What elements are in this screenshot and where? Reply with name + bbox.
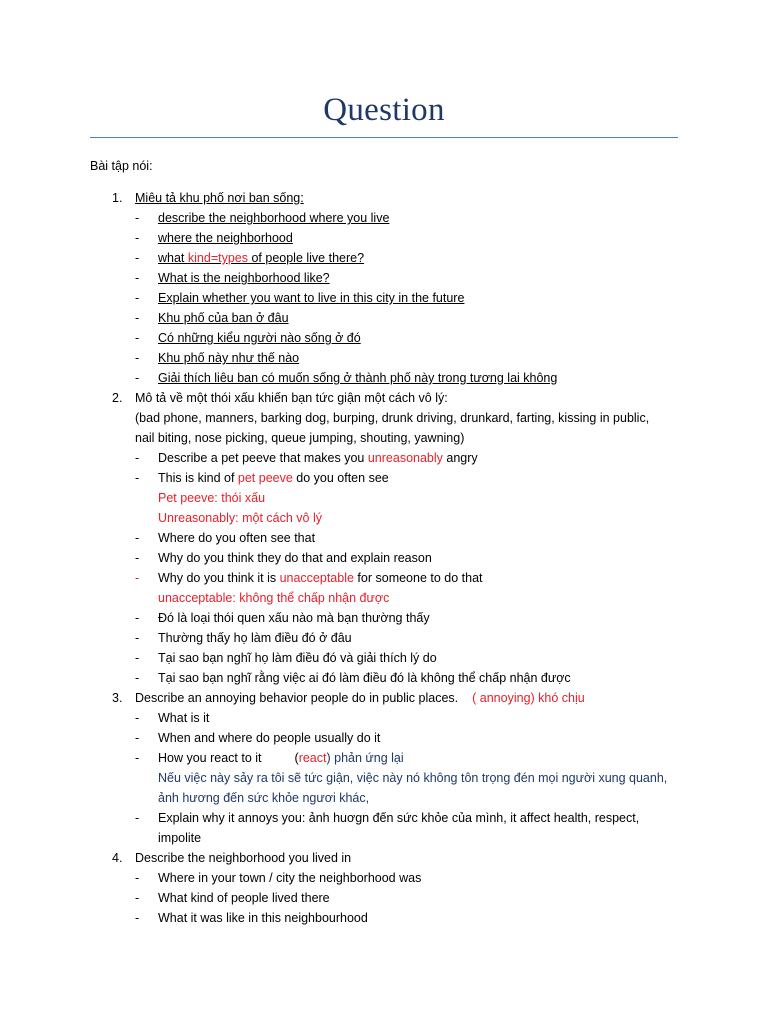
question-text: Mô tả về một thói xấu khiến bạn tức giận một cách vô lý: [135, 391, 448, 405]
list-item: - Có những kiểu người nào sống ở đó [135, 331, 361, 345]
note-text: unacceptable: không thể chấp nhận được [158, 591, 390, 605]
list-item: - Tại sao bạn nghĩ rằng việc ai đó làm điều đó là không thể chấp nhận được [135, 671, 571, 685]
list-item: - Khu phố của ban ở đâu [135, 311, 289, 325]
list-item: - How you react to it (react) phản ứng lại [135, 751, 404, 765]
note-text: Pet peeve: thói xấu [158, 491, 266, 505]
list-item: - describe the neighborhood where you live [135, 211, 390, 225]
title-rule [90, 137, 678, 138]
question-3 [90, 688, 690, 708]
list-item: - Tại sao bạn nghĩ họ làm điều đó và giải thích lý do [135, 651, 437, 665]
list-item: - where the neighborhood [135, 231, 293, 245]
list-item: - Đó là loại thói quen xấu nào mà bạn thường thấy [135, 611, 430, 625]
question-text: Describe the neighborhood you lived in [135, 851, 352, 865]
question-list [90, 188, 690, 928]
note-text: ( annoying) khó chịu [472, 691, 585, 705]
question-continuation: (bad phone, manners, barking dog, burping, drunk driving, drunkard, farting, kissing in public, [135, 411, 650, 425]
list-item: - Khu phố này như thế nào [135, 351, 300, 365]
question-text: Miêu tả khu phố nơi ban sống: [135, 191, 304, 205]
list-item: - Why do you think it is unacceptable for someone to do that [135, 571, 483, 585]
list-item: - Explain why it annoys you: ảnh huơgn đến sức khỏe của mình, it affect health, respect, [135, 811, 640, 825]
note-text: Nếu việc này sảy ra tôi sẽ tức giận, việc này nó không tôn trọng đén mọi người xung quanh, [158, 771, 668, 785]
page-title: Question [323, 92, 445, 128]
question-number: 2. [112, 391, 123, 405]
list-item: - What is the neighborhood like? [135, 271, 330, 285]
note-text: Unreasonably: một cách vô lý [158, 511, 322, 525]
question-continuation: nail biting, nose picking, queue jumping, shouting, yawning) [135, 431, 465, 445]
list-item: - When and where do people usually do it [135, 731, 381, 745]
list-item: - Giải thích liêu ban có muốn sống ở thành phố này trong tương lai không [135, 371, 558, 385]
list-item: - Thường thấy họ làm điều đó ở đâu [135, 631, 352, 645]
question-number: 1. [112, 191, 123, 205]
list-item: - What is it [135, 711, 210, 725]
list-item: - This is kind of pet peeve do you often see [135, 471, 389, 485]
list-item: - Describe a pet peeve that makes you unreasonably angry [135, 451, 478, 465]
list-item: - What it was like in this neighbourhood [135, 911, 368, 925]
question-4 [90, 848, 690, 868]
question-number: 4. [112, 851, 123, 865]
note-text: ảnh hương đến sức khỏe ngươi khác, [158, 791, 370, 805]
question-number: 3. [112, 691, 123, 705]
list-item: - What kind of people lived there [135, 891, 330, 905]
question-2 [90, 388, 690, 408]
item-continuation: impolite [158, 831, 202, 845]
list-item: - Where do you often see that [135, 531, 316, 545]
list-item: - Where in your town / city the neighborhood was [135, 871, 422, 885]
list-item: - what kind=types of people live there? [135, 251, 365, 265]
question-1 [90, 188, 690, 208]
question-text: Describe an annoying behavior people do in public places. [135, 691, 459, 705]
intro-text: Bài tập nói: [90, 159, 153, 173]
list-item: - Why do you think they do that and explain reason [135, 551, 432, 565]
list-item: - Explain whether you want to live in this city in the future [135, 291, 465, 305]
